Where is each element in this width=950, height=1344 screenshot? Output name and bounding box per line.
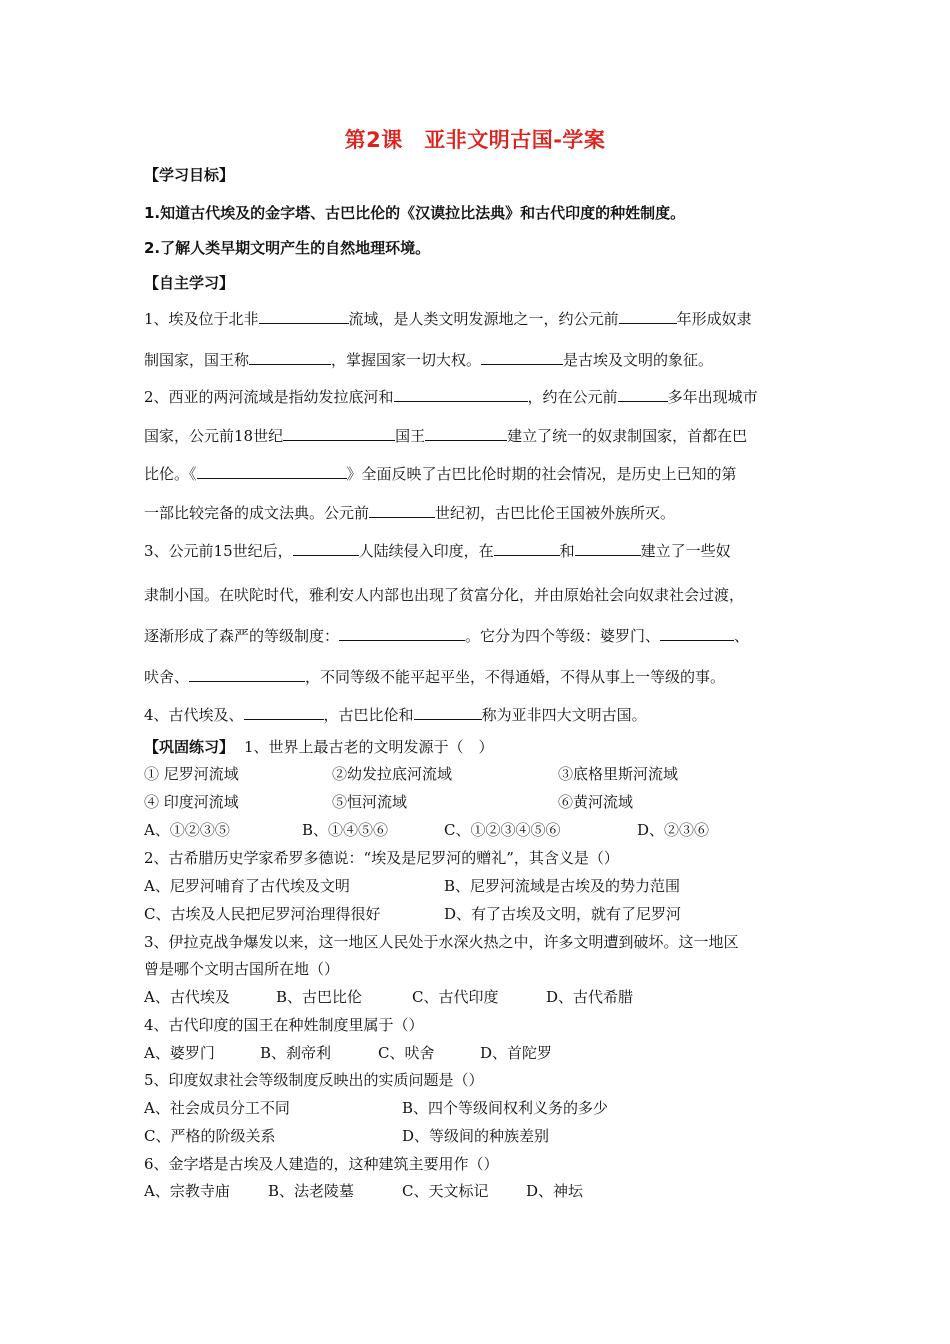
option[interactable]: A、①②③⑤ <box>144 821 230 839</box>
answer-blank[interactable] <box>339 625 465 641</box>
self-study-q2-line2 <box>144 425 814 446</box>
text: 4、古代埃及、 <box>144 706 244 724</box>
answer-blank[interactable] <box>249 349 331 365</box>
text: 比伦。《 <box>144 465 197 483</box>
self-study-q3-line1 <box>144 540 814 561</box>
q4-options <box>144 1042 814 1062</box>
text: 3、公元前15世纪后， <box>144 542 293 560</box>
text: 2、西亚的两河流域是指幼发拉底河和 <box>144 388 394 406</box>
text: 是古埃及文明的象征。 <box>563 351 714 369</box>
option[interactable]: B、①④⑤⑥ <box>302 821 389 839</box>
self-study-q2-line3 <box>144 463 814 484</box>
question-stem: 1、世界上最古老的文明发源于（ ） <box>244 738 494 756</box>
text: 国家，公元前18世纪 <box>144 427 284 445</box>
text: 国王 <box>395 427 426 445</box>
text: ，古巴比伦和 <box>323 706 414 724</box>
q1-choices-row2 <box>144 791 814 811</box>
text: 一部比较完备的成文法典。公元前 <box>144 504 370 522</box>
option[interactable]: A、古代埃及 <box>144 988 230 1006</box>
q5-options-row1 <box>144 1097 814 1117</box>
question-stem: 曾是哪个文明古国所在地（） <box>144 960 340 978</box>
self-study-q1-line2 <box>144 349 814 370</box>
answer-blank[interactable] <box>394 386 528 402</box>
q2-options-row2 <box>144 903 814 923</box>
text: 流域，是人类文明发源地之一，约公元前 <box>348 310 619 328</box>
option[interactable]: D、古代希腊 <box>546 988 634 1006</box>
self-study-q2-line4 <box>144 502 814 523</box>
option[interactable]: C、古埃及人民把尼罗河治理得很好 <box>144 905 381 923</box>
answer-blank[interactable] <box>293 540 359 556</box>
text: ，不同等级不能平起平坐，不得通婚，不得从事上一等级的事。 <box>305 668 726 686</box>
self-study-heading: 【自主学习】 <box>144 274 235 292</box>
option[interactable]: C、吠舍 <box>378 1044 435 1062</box>
answer-blank[interactable] <box>425 425 507 441</box>
choice: ⑥黄河流域 <box>558 793 634 811</box>
answer-blank[interactable] <box>660 625 734 641</box>
choice: ③底格里斯河流域 <box>558 765 679 783</box>
option[interactable]: B、尼罗河流域是古埃及的势力范围 <box>444 877 681 895</box>
option[interactable]: A、社会成员分工不同 <box>144 1099 290 1117</box>
text: 多年出现城市 <box>667 388 758 406</box>
option[interactable]: A、婆罗门 <box>144 1044 215 1062</box>
q6-options <box>144 1180 814 1200</box>
practice-q1-stem-line <box>144 736 814 757</box>
self-study-q4 <box>144 704 814 725</box>
answer-blank[interactable] <box>618 386 668 402</box>
option[interactable]: C、古代印度 <box>412 988 499 1006</box>
text: 、 <box>734 627 750 645</box>
answer-blank[interactable] <box>369 502 435 518</box>
text: 人陆续侵入印度，在 <box>358 542 494 560</box>
answer-blank[interactable] <box>575 540 641 556</box>
option[interactable]: D、神坛 <box>526 1182 584 1200</box>
text: 世纪初，古巴比伦王国被外族所灭。 <box>435 504 676 522</box>
text: 。它分为四个等级：婆罗门、 <box>465 627 661 645</box>
text: ，掌握国家一切大权。 <box>331 351 482 369</box>
q3-options <box>144 986 814 1006</box>
answer-blank[interactable] <box>259 308 349 324</box>
option[interactable]: C、严格的阶级关系 <box>144 1127 276 1145</box>
text: 年形成奴隶 <box>676 310 752 328</box>
self-study-q3-line4 <box>144 666 814 687</box>
answer-blank[interactable] <box>244 704 324 720</box>
objective-item: 1.知道古代埃及的金字塔、古巴比伦的《汉谟拉比法典》和古代印度的种姓制度。 <box>144 204 686 222</box>
text: 吠舍、 <box>144 668 190 686</box>
answer-blank[interactable] <box>619 308 677 324</box>
choice: ②幼发拉底河流域 <box>332 765 453 783</box>
objective-item: 2.了解人类早期文明产生的自然地理环境。 <box>144 239 431 257</box>
page-title: 第2课 亚非文明古国-学案 <box>344 128 606 152</box>
option[interactable]: D、有了古埃及文明，就有了尼罗河 <box>444 905 682 923</box>
practice-heading: 【巩固练习】 <box>144 738 235 756</box>
self-study-q1-line1 <box>144 308 814 329</box>
choice: ④ 印度河流域 <box>144 793 239 811</box>
option[interactable]: C、①②③④⑤⑥ <box>444 821 561 839</box>
answer-blank[interactable] <box>414 704 482 720</box>
text: ，约在公元前 <box>527 388 618 406</box>
objectives-heading: 【学习目标】 <box>144 166 235 184</box>
self-study-q2-line1 <box>144 386 814 407</box>
choice: ① 尼罗河流域 <box>144 765 239 783</box>
question-stem: 6、金字塔是古埃及人建造的，这种建筑主要用作（） <box>144 1155 499 1173</box>
q1-choices-row1 <box>144 763 814 783</box>
answer-blank[interactable] <box>189 666 305 682</box>
option[interactable]: B、法老陵墓 <box>268 1182 355 1200</box>
text: 建立了一些奴 <box>640 542 731 560</box>
question-stem: 4、古代印度的国王在种姓制度里属于（） <box>144 1016 424 1034</box>
self-study-q3-line2: 隶制小国。在吠陀时代，雅利安人内部也出现了贫富分化，并由原始社会向奴隶社会过渡， <box>144 586 745 604</box>
option[interactable]: D、②③⑥ <box>637 821 710 839</box>
answer-blank[interactable] <box>494 540 560 556</box>
option[interactable]: D、首陀罗 <box>480 1044 553 1062</box>
q2-options-row1 <box>144 875 814 895</box>
option[interactable]: B、刹帝利 <box>260 1044 332 1062</box>
option[interactable]: B、四个等级间权利义务的多少 <box>402 1099 609 1117</box>
question-stem: 5、印度奴隶社会等级制度反映出的实质问题是（） <box>144 1071 484 1089</box>
text: 和 <box>559 542 575 560</box>
option[interactable]: C、天文标记 <box>402 1182 489 1200</box>
option[interactable]: A、尼罗河哺育了古代埃及文明 <box>144 877 350 895</box>
answer-blank[interactable] <box>283 425 395 441</box>
self-study-q3-line3 <box>144 625 814 646</box>
option[interactable]: A、宗教寺庙 <box>144 1182 230 1200</box>
question-stem: 2、古希腊历史学家希罗多德说：“埃及是尼罗河的赠礼”，其含义是（） <box>144 849 619 867</box>
q5-options-row2 <box>144 1125 814 1145</box>
answer-blank[interactable] <box>481 349 563 365</box>
option[interactable]: D、等级间的种族差别 <box>402 1127 550 1145</box>
choice: ⑤恒河流域 <box>332 793 408 811</box>
text: 逐渐形成了森严的等级制度： <box>144 627 340 645</box>
text: 称为亚非四大文明古国。 <box>481 706 647 724</box>
text: 1、埃及位于北非 <box>144 310 259 328</box>
text: 》全面反映了古巴比伦时期的社会情况，是历史上已知的第 <box>346 465 737 483</box>
text: 制国家，国王称 <box>144 351 250 369</box>
text: 建立了统一的奴隶制国家，首都在巴 <box>507 427 748 445</box>
option[interactable]: B、古巴比伦 <box>276 988 363 1006</box>
question-stem: 3、伊拉克战争爆发以来，这一地区人民处于水深火热之中，许多文明遭到破坏。这一地区 <box>144 933 739 951</box>
answer-blank[interactable] <box>197 463 347 479</box>
q1-options <box>144 819 814 839</box>
